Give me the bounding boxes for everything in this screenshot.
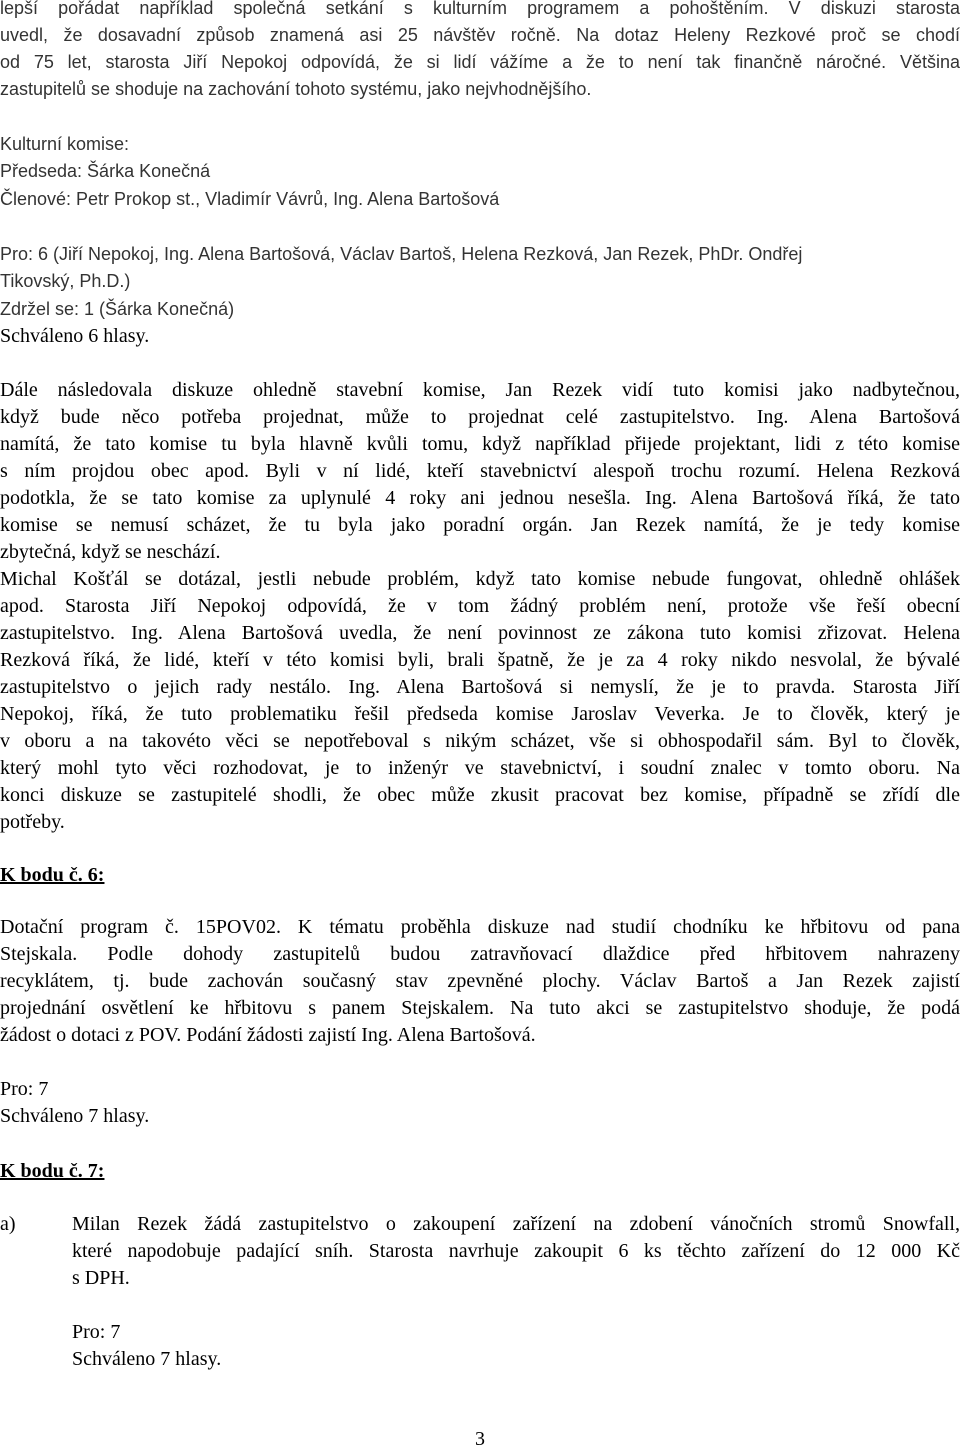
- vote-result: Schváleno 7 hlasy.: [0, 1105, 150, 1127]
- paragraph-line: Dále následovala diskuze ohledně stavební komise, Jan Rezek vidí tuto komisi jako nadbytečnou,: [0, 379, 960, 401]
- commission-title: Kulturní komise:: [0, 134, 130, 154]
- paragraph-line: s ním projdou obec apod. Byli v ní lidé, kteří stavebnictví alespoň trochu rozumí. Helena Rezková: [0, 460, 960, 482]
- section-heading-item-7: K bodu č. 7:: [0, 1160, 105, 1182]
- vote-pro-continued: Tikovský, Ph.D.): [0, 271, 131, 291]
- paragraph-line: apod. Starosta Jiří Nepokoj odpovídá, že v tom žádný problém není, protože vše řeší obecní: [0, 595, 960, 617]
- paragraph-line: recyklátem, tj. bude zachován současný stav zpevněné plochy. Václav Bartoš a Jan Rezek zajistí: [0, 970, 960, 992]
- list-marker: a): [0, 1213, 16, 1235]
- paragraph-line: Rezková říká, že lidé, kteří v této komisi byli, brali špatně, že je za 4 roky nikdo nesvolal, že bývalé: [0, 649, 960, 671]
- paragraph-line: potřeby.: [0, 811, 65, 833]
- vote-abstain: Zdržel se: 1 (Šárka Konečná): [0, 299, 235, 319]
- vote-pro: Pro: 7: [72, 1321, 121, 1343]
- paragraph-line: v oboru a na takovéto věci se nepotřeboval s nikým scházet, vše si obhospodařil sám. Byl to člověk,: [0, 730, 960, 752]
- vote-pro: Pro: 7: [0, 1078, 49, 1100]
- paragraph-line: Milan Rezek žádá zastupitelstvo o zakoupení zařízení na zdobení vánočních stromů Snowfall,: [72, 1213, 960, 1235]
- paragraph-line: zastupitelstvo o jejich rady nestálo. Ing. Alena Bartošová si nemyslí, že je to pravda. Starosta Jiří: [0, 676, 960, 698]
- vote-result: Schváleno 6 hlasy.: [0, 325, 150, 347]
- paragraph-line: zbytečná, když se neschází.: [0, 541, 221, 563]
- paragraph-line: podotkla, že se tato komise za uplynulé 4 roky ani jednou nesešla. Ing. Alena Bartošová říká, že tato: [0, 487, 960, 509]
- paragraph-line: zastupitelů se shoduje na zachování tohoto systému, jako nejvhodnějšího.: [0, 79, 592, 99]
- paragraph-line: žádost o dotaci z POV. Podání žádosti zajistí Ing. Alena Bartošová.: [0, 1024, 536, 1046]
- paragraph-line: lepší pořádat například společná setkání s kulturním programem a pohoštěním. V diskuzi starosta: [0, 0, 960, 18]
- commission-chair: Předseda: Šárka Konečná: [0, 161, 211, 181]
- paragraph-line: od 75 let, starosta Jiří Nepokoj odpovídá, že si lidí vážíme a že to není tak finančně náročné. Většina: [0, 52, 960, 72]
- paragraph-line: když bude něco potřeba projednat, může to projednat celé zastupitelstvo. Ing. Alena Bartošová: [0, 406, 960, 428]
- vote-result: Schváleno 7 hlasy.: [72, 1348, 222, 1370]
- paragraph-line: Stejskala. Podle dohody zastupitelů budou zatravňovací dlaždice před hřbitovem nahrazeny: [0, 943, 960, 965]
- paragraph-line: uvedl, že dosavadní způsob znamená asi 25 návštěv ročně. Na dotaz Heleny Rezkové proč se chodí: [0, 25, 960, 45]
- paragraph-line: Dotační program č. 15POV02. K tématu proběhla diskuze nad studií chodníku ke hřbitovu od pana: [0, 916, 960, 938]
- paragraph-line: Michal Košťál se dotázal, jestli nebude problém, když tato komise nebude fungovat, ohledně ohlášek: [0, 568, 960, 590]
- paragraph-line: které napodobuje padající sníh. Starosta navrhuje zakoupit 6 ks těchto zařízení do 12 000 Kč: [72, 1240, 960, 1262]
- paragraph-line: projednání osvětlení ke hřbitovu s panem Stejskalem. Na tuto akci se zastupitelstvo shoduje, že podá: [0, 997, 960, 1019]
- paragraph-line: zastupitelstvo. Ing. Alena Bartošová uvedla, že není povinnost ze zákona tuto komisi zřizovat. Helena: [0, 622, 960, 644]
- commission-members: Členové: Petr Prokop st., Vladimír Vávrů, Ing. Alena Bartošová: [0, 189, 500, 209]
- paragraph-line: který mohl tyto věci rozhodovat, je to inženýr ve stavebnictví, i soudní znalec v tomto oboru. Na: [0, 757, 960, 779]
- vote-pro: Pro: 6 (Jiří Nepokoj, Ing. Alena Bartošová, Václav Bartoš, Helena Rezková, Jan Rezek, PhDr. Ondřej: [0, 244, 803, 264]
- paragraph-line: s DPH.: [72, 1267, 130, 1289]
- section-heading-item-6: K bodu č. 6:: [0, 864, 105, 886]
- paragraph-line: namítá, že tato komise tu byla hlavně kvůli tomu, když například přijede projektant, lidi z této komise: [0, 433, 960, 455]
- paragraph-line: Nepokoj, říká, že tuto problematiku řešil předseda komise Jaroslav Veverka. Je to člověk, který je: [0, 703, 960, 725]
- page-number: 3: [475, 1428, 485, 1450]
- paragraph-line: komise se nemusí scházet, že tu byla jako poradní orgán. Jan Rezek namítá, že je tedy komise: [0, 514, 960, 536]
- paragraph-line: konci diskuze se zastupitelé shodli, že obec může zkusit pracovat bez komise, případně se zřídí dle: [0, 784, 960, 806]
